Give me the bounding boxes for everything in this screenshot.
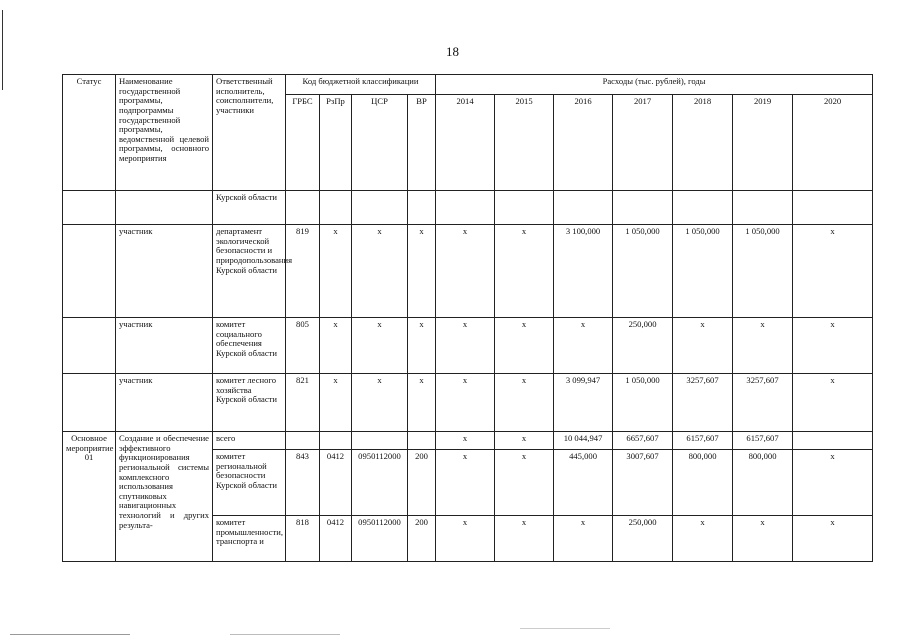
cell-vr: х	[408, 318, 436, 374]
cell-2014: х	[436, 450, 495, 516]
header-grbs: ГРБС	[286, 95, 320, 191]
cell-responsible: комитет социального обеспечения Курской области	[213, 318, 286, 374]
cell-2018: 800,000	[673, 450, 733, 516]
header-year-2020: 2020	[793, 95, 873, 191]
header-budget-code: Код бюджетной классификации	[286, 75, 436, 95]
cell-vr	[408, 432, 436, 450]
cell-responsible: комитет лесного хозяйства Курской области	[213, 374, 286, 432]
header-responsible: Ответственный исполнитель, соисполнители, участники	[213, 75, 286, 191]
cell-2017: 1 050,000	[613, 225, 673, 318]
header-year-2014: 2014	[436, 95, 495, 191]
header-year-2015: 2015	[495, 95, 554, 191]
table-row	[63, 432, 873, 450]
cell-grbs: 818	[286, 516, 320, 562]
cell-2019: 1 050,000	[733, 225, 793, 318]
table-row	[63, 318, 873, 374]
cell-vr: х	[408, 374, 436, 432]
cell-2019: 6157,607	[733, 432, 793, 450]
cell-csr: 0950112000	[352, 516, 408, 562]
cell-csr: х	[352, 374, 408, 432]
cell-name: Создание и обеспечение эффективного функционирования региональной системы комплексного использования спутниковых навигационных технологий и других результа-	[116, 432, 213, 562]
cell-vr: 200	[408, 450, 436, 516]
cell-2020: х	[793, 225, 873, 318]
cell-responsible: Курской области	[213, 191, 286, 225]
cell-grbs: 819	[286, 225, 320, 318]
cell-2018: 1 050,000	[673, 225, 733, 318]
header-csr: ЦСР	[352, 95, 408, 191]
cell-vr: 200	[408, 516, 436, 562]
cell-rzpr: х	[320, 318, 352, 374]
cell-2015: х	[495, 318, 554, 374]
cell-2018: 6157,607	[673, 432, 733, 450]
cell-responsible: комитет региональной безопасности Курской области	[213, 450, 286, 516]
cell-status: Основное мероприятие 01	[63, 432, 116, 562]
cell-2016: 3 099,947	[554, 374, 613, 432]
cell-responsible: комитет промышленности, транспорта и	[213, 516, 286, 562]
cell-2014: х	[436, 432, 495, 450]
cell-csr: х	[352, 225, 408, 318]
cell-2017: 6657,607	[613, 432, 673, 450]
cell-name: участник	[116, 374, 213, 432]
cell-grbs	[286, 432, 320, 450]
table-row	[63, 374, 873, 432]
cell-csr	[352, 432, 408, 450]
cell-responsible: всего	[213, 432, 286, 450]
cell-2020: х	[793, 374, 873, 432]
cell-2014: х	[436, 516, 495, 562]
budget-table	[62, 74, 873, 562]
cell-grbs: 843	[286, 450, 320, 516]
header-expenses: Расходы (тыс. рублей), годы	[436, 75, 873, 95]
scan-noise-line	[520, 628, 610, 629]
cell-grbs: 805	[286, 318, 320, 374]
cell-rzpr: 0412	[320, 450, 352, 516]
cell-2016: 445,000	[554, 450, 613, 516]
header-year-2017: 2017	[613, 95, 673, 191]
header-year-2016: 2016	[554, 95, 613, 191]
page-number: 18	[446, 44, 459, 59]
cell-2015: х	[495, 432, 554, 450]
cell-name: участник	[116, 318, 213, 374]
cell-2015: х	[495, 450, 554, 516]
cell-2016: х	[554, 516, 613, 562]
cell-responsible: департамент экологической безопасности и природопользования Курской области	[213, 225, 286, 318]
cell-2017: 250,000	[613, 318, 673, 374]
cell-csr: 0950112000	[352, 450, 408, 516]
cell-name: участник	[116, 225, 213, 318]
cell-2020: х	[793, 450, 873, 516]
cell-grbs: 821	[286, 374, 320, 432]
cell-2016: 10 044,947	[554, 432, 613, 450]
cell-2016: 3 100,000	[554, 225, 613, 318]
cell-2018: 3257,607	[673, 374, 733, 432]
header-status: Статус	[63, 75, 116, 191]
cell-2018: х	[673, 318, 733, 374]
cell-2017: 250,000	[613, 516, 673, 562]
cell-name	[116, 191, 213, 225]
cell-2015: х	[495, 225, 554, 318]
header-year-2018: 2018	[673, 95, 733, 191]
cell-csr: х	[352, 318, 408, 374]
cell-status	[63, 225, 116, 318]
cell-rzpr	[320, 432, 352, 450]
header-rzpr: РзПр	[320, 95, 352, 191]
cell-2020: х	[793, 318, 873, 374]
cell-2014: х	[436, 225, 495, 318]
cell-2015: х	[495, 374, 554, 432]
cell-2019: 800,000	[733, 450, 793, 516]
cell-2016: х	[554, 318, 613, 374]
cell-2014: х	[436, 318, 495, 374]
cell-vr: х	[408, 225, 436, 318]
table-row	[63, 191, 873, 225]
cell-2020: х	[793, 516, 873, 562]
cell-2019: х	[733, 318, 793, 374]
cell-status	[63, 318, 116, 374]
cell-2017: 1 050,000	[613, 374, 673, 432]
cell-2018: х	[673, 516, 733, 562]
header-vr: ВР	[408, 95, 436, 191]
cell-2014: х	[436, 374, 495, 432]
cell-status	[63, 191, 116, 225]
cell-2020	[793, 432, 873, 450]
table-row	[63, 225, 873, 318]
header-name: Наименование государственной программы, подпрограммы государственной программы, ведомственной целевой программы, основного мероприятия	[116, 75, 213, 191]
cell-2019: х	[733, 516, 793, 562]
cell-2019: 3257,607	[733, 374, 793, 432]
header-year-2019: 2019	[733, 95, 793, 191]
cell-rzpr: 0412	[320, 516, 352, 562]
cell-2017: 3007,607	[613, 450, 673, 516]
scan-noise-line	[230, 634, 340, 635]
cell-status	[63, 374, 116, 432]
cell-rzpr: х	[320, 225, 352, 318]
cell-rzpr: х	[320, 374, 352, 432]
scan-noise-line	[10, 634, 130, 635]
cell-2015: х	[495, 516, 554, 562]
